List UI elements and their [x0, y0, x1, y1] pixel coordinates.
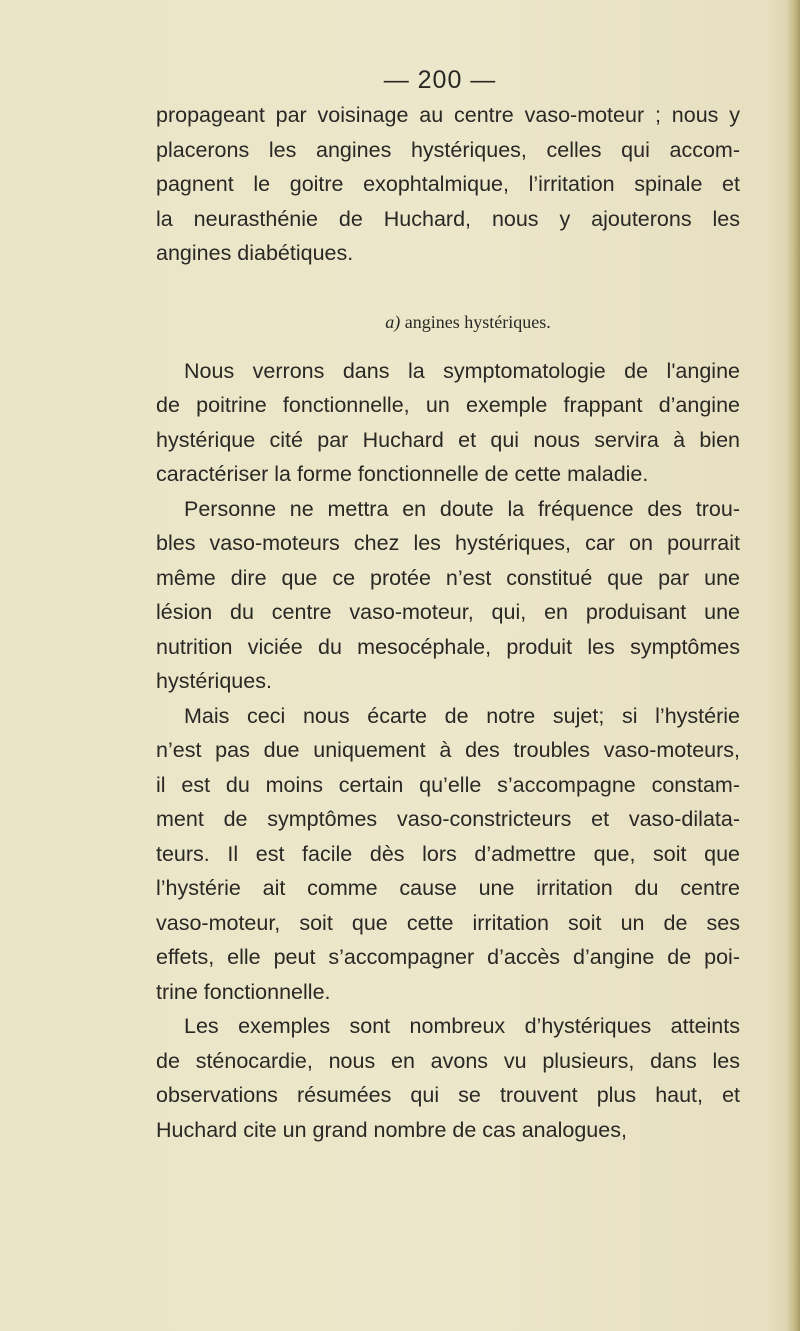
text-line: caractériser la forme fonctionnelle de cette maladie.	[156, 462, 649, 486]
text-line: propageant par voisinage au centre vaso-moteur ; nous y	[156, 103, 740, 127]
text-line: l’hystérie ait comme cause une irritation du centre	[156, 876, 740, 900]
text-line: effets, elle peut s’accompagner d’accès d’angine de poi-	[156, 945, 740, 969]
text-line: hystérique cité par Huchard et qui nous servira à bien	[156, 427, 740, 452]
section-subheading	[156, 307, 740, 337]
text-line: lésion du centre vaso-moteur, qui, en produisant une	[156, 600, 740, 624]
text-line: Nous verrons dans la symptomatologie de l'angine	[184, 358, 740, 383]
paragraph-2	[156, 492, 740, 699]
text-line: Les exemples sont nombreux d’hystériques atteints	[184, 1014, 740, 1038]
text-line: vaso-moteur, soit que cette irritation soit un de ses	[156, 910, 740, 935]
text-line: n’est pas due uniquement à des troubles vaso-moteurs,	[156, 738, 740, 762]
text-line: même dire que ce protée n’est constitué que par une	[156, 565, 740, 590]
page-edge-shadow	[786, 0, 800, 1331]
text-line: de sténocardie, nous en avons vu plusieurs, dans les	[156, 1048, 740, 1073]
text-line: la neurasthénie de Huchard, nous y ajouterons les	[156, 206, 740, 231]
text-line: de poitrine fonctionnelle, un exemple frappant d’angine	[156, 393, 740, 417]
text-line: observations résumées qui se trouvent plus haut, et	[156, 1083, 740, 1107]
text-line: pagnent le goitre exophtalmique, l’irritation spinale et	[156, 172, 740, 196]
text-line: Huchard cite un grand nombre de cas analogues,	[156, 1117, 627, 1142]
paragraph-1	[156, 354, 740, 492]
text-line: trine fonctionnelle.	[156, 979, 331, 1004]
text-line: angines diabétiques.	[156, 241, 354, 265]
text-line: nutrition viciée du mesocéphale, produit les symptômes	[156, 634, 740, 659]
text-line: il est du moins certain qu’elle s’accompagne constam-	[156, 772, 740, 797]
subheading-letter: a)	[385, 311, 401, 332]
text-line: bles vaso-moteurs chez les hystériques, car on pourrait	[156, 531, 740, 555]
text-line: placerons les angines hystériques, celles qui accom-	[156, 137, 740, 162]
page-body	[156, 98, 740, 1147]
text-line: teurs. Il est facile dès lors d’admettre que, soit que	[156, 841, 740, 866]
subheading-text: angines hystériques.	[400, 311, 551, 332]
text-line: Mais ceci nous écarte de notre sujet; si l’hystérie	[184, 703, 740, 728]
paragraph-4	[156, 1009, 740, 1147]
text-line: ment de symptômes vaso-constricteurs et vaso-dilata-	[156, 807, 740, 831]
page-number: — 200 —	[383, 66, 497, 94]
text-line: Personne ne mettra en doute la fréquence des trou-	[184, 496, 740, 521]
paragraph-3	[156, 699, 740, 1010]
paragraph-intro	[156, 98, 740, 271]
text-line: hystériques.	[156, 669, 272, 693]
